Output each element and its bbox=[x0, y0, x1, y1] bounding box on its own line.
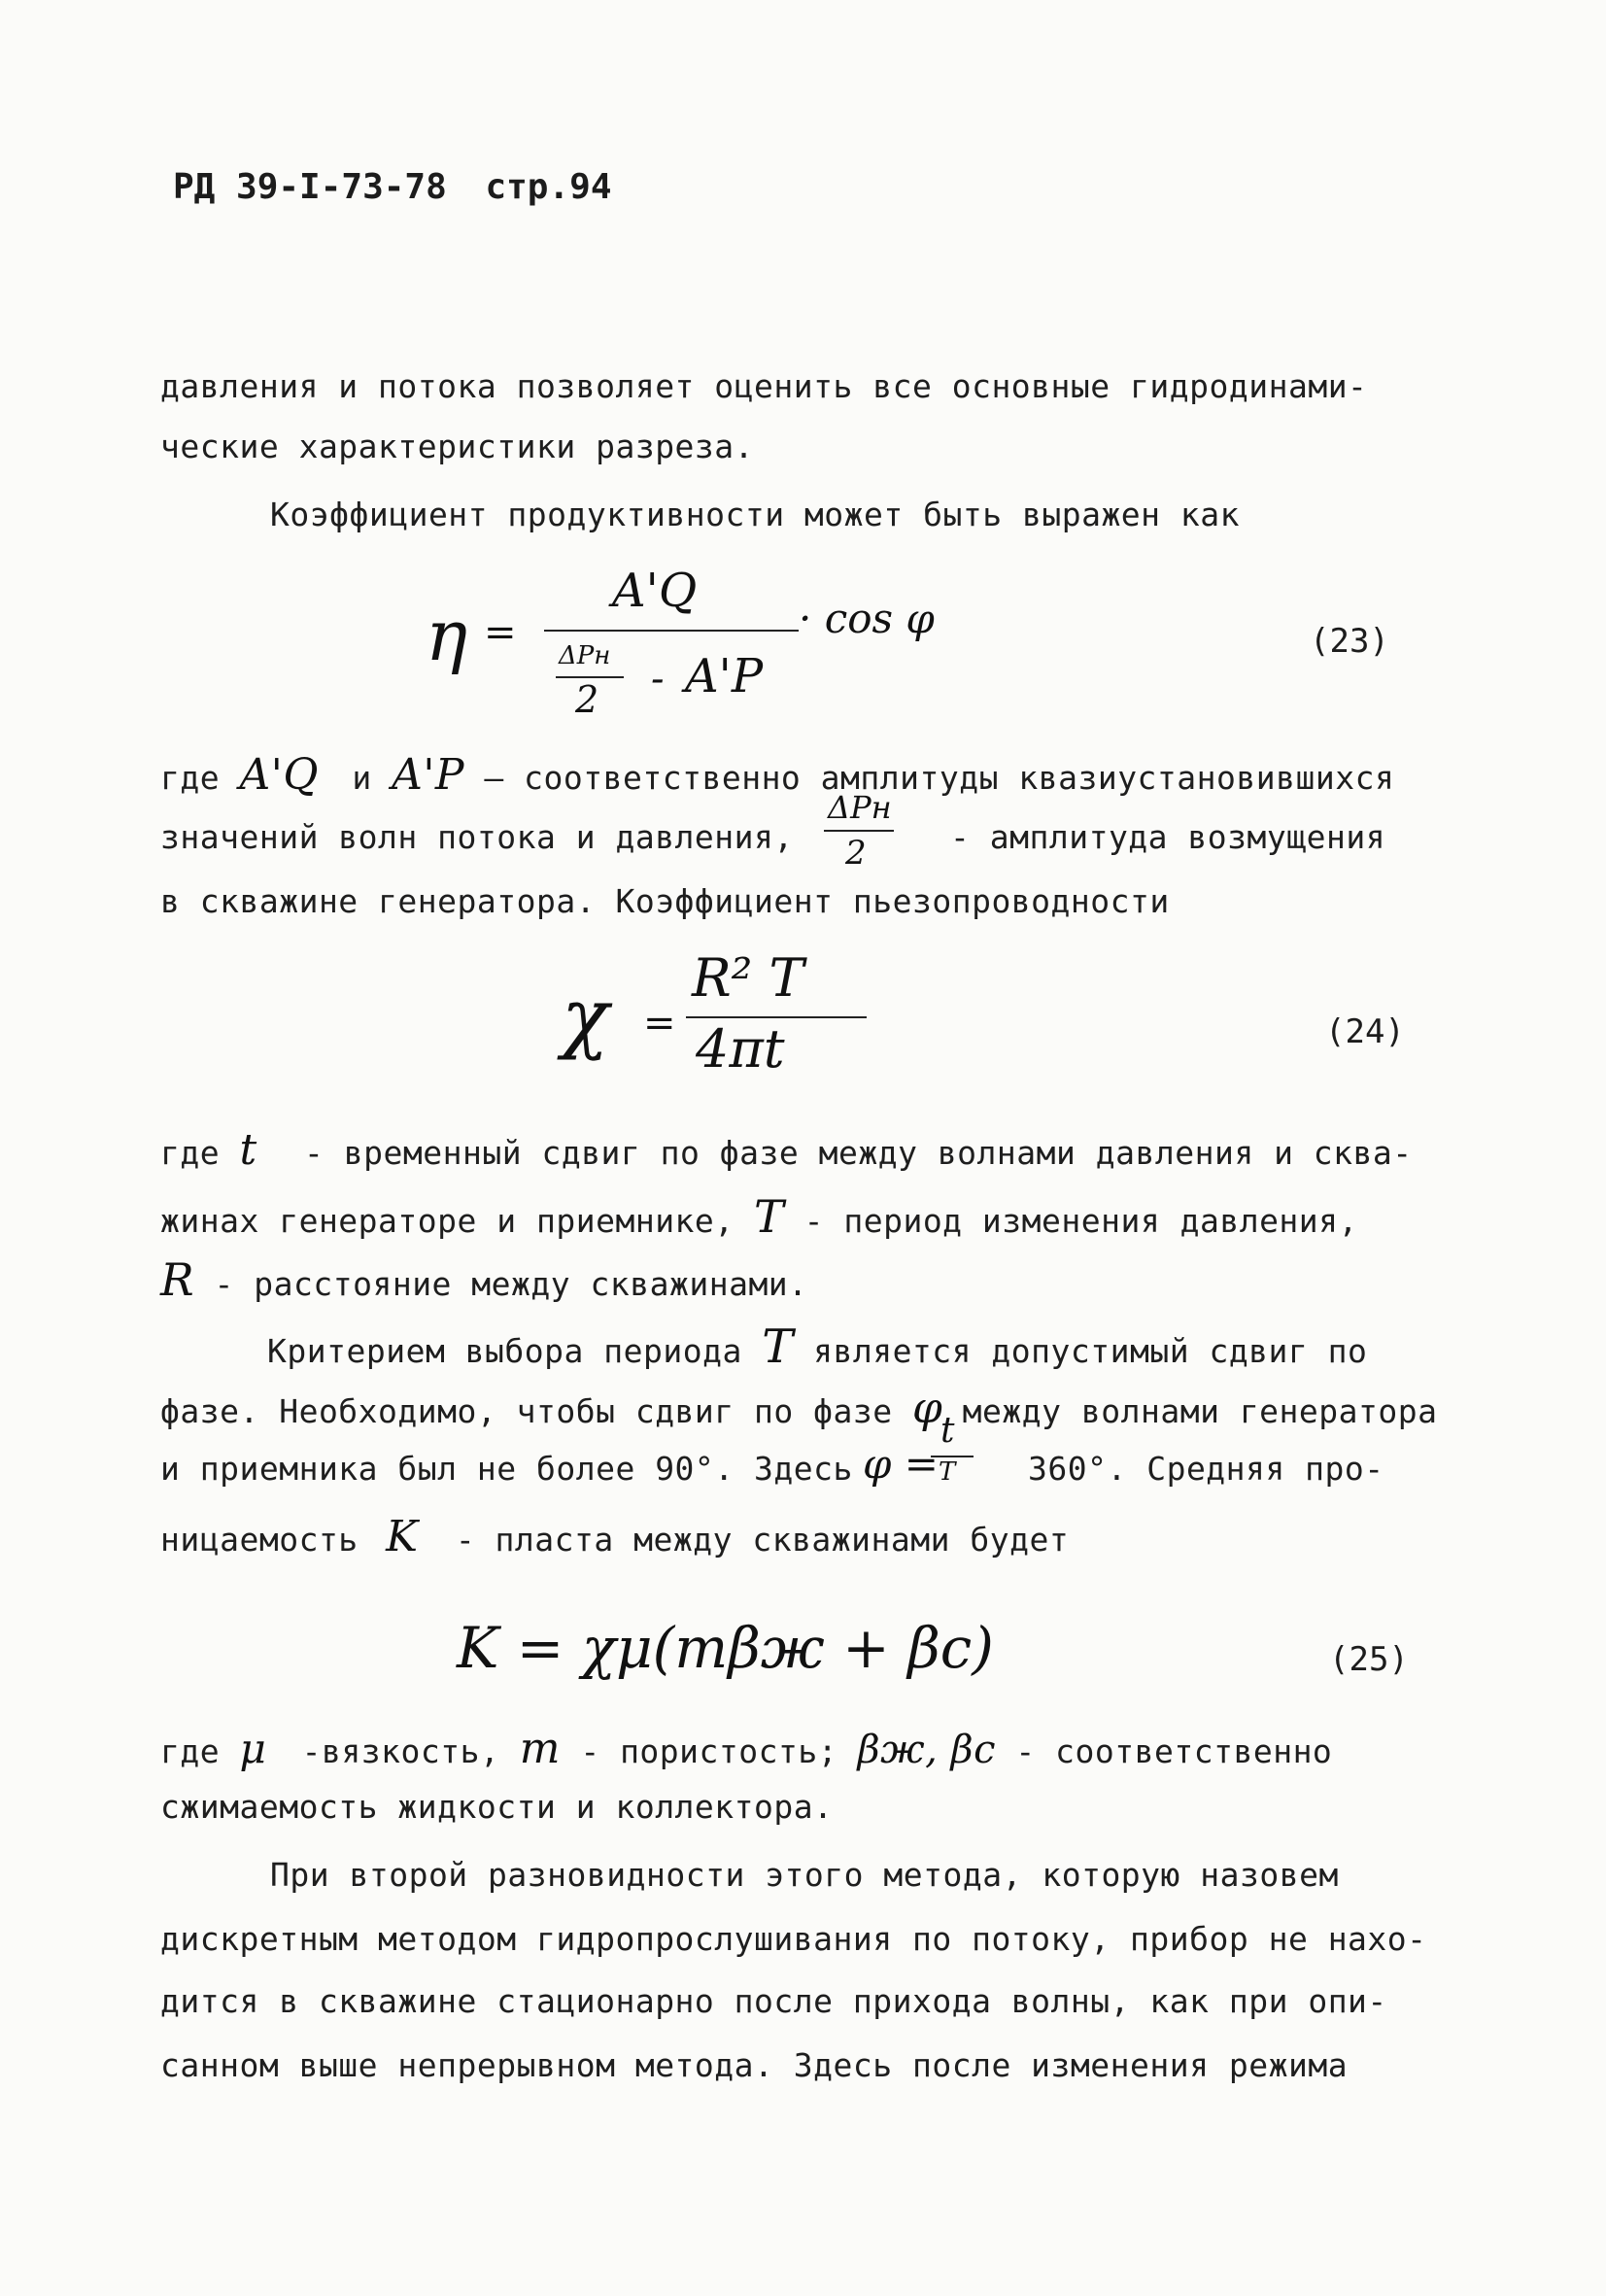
text-span: - расстояние между скважинами. bbox=[214, 1265, 808, 1303]
paragraph3-line4 bbox=[160, 1512, 1069, 1561]
paragraph3-line1 bbox=[267, 1319, 1367, 1374]
text-line: сжимаемость жидкости и коллектора. bbox=[160, 1788, 834, 1826]
explanation-24-line3 bbox=[160, 1253, 808, 1306]
symbol-T: T bbox=[754, 1190, 785, 1243]
symbol-beta: βж, βс bbox=[857, 1728, 997, 1772]
eq23-factor: · cos φ bbox=[799, 595, 935, 642]
eq25-number: (25) bbox=[1329, 1640, 1409, 1679]
eq23-minus: - bbox=[651, 657, 665, 702]
text-line: давления и потока позволяет оценить все основные гидродинами- bbox=[160, 367, 1368, 405]
eq24-number: (24) bbox=[1325, 1012, 1405, 1051]
text-span: - период изменения давления, bbox=[803, 1202, 1358, 1240]
eq24-lhs: χ bbox=[562, 972, 609, 1062]
text-span: - пористость; bbox=[580, 1732, 838, 1770]
explanation-24-line2 bbox=[160, 1190, 1358, 1243]
symbol-phi: φ bbox=[911, 1384, 943, 1433]
eq25-formula: K = χμ(mβж + βс) bbox=[457, 1615, 994, 1681]
text-span: является допустимый сдвиг по bbox=[813, 1332, 1368, 1370]
eq23-equals: = bbox=[484, 610, 517, 655]
text-span: жинах генераторе и приемнике, bbox=[160, 1202, 735, 1240]
symbol-K: K bbox=[386, 1512, 419, 1561]
eq23-sub-denominator: 2 bbox=[575, 678, 599, 721]
doc-code: РД 39-I-73-78 bbox=[173, 167, 447, 207]
symbol-mu: μ bbox=[239, 1725, 267, 1772]
eq23-sub-term: A'P bbox=[685, 649, 764, 703]
symbol-t: t bbox=[239, 1125, 257, 1175]
eq24-equals: = bbox=[643, 1001, 676, 1045]
text-line: - амплитуда возмущения bbox=[950, 818, 1386, 856]
phi-equals: φ = bbox=[863, 1440, 939, 1488]
text-line: в скважине генератора. Коэффициент пьезопроводности bbox=[160, 882, 1170, 920]
symbol-T: T bbox=[762, 1319, 794, 1374]
where-word: где bbox=[160, 759, 221, 797]
eq24-denominator: 4πt bbox=[696, 1018, 785, 1079]
text-span: - пласта между скважинами будет bbox=[455, 1521, 1070, 1559]
inline-frac-den: 2 bbox=[845, 834, 867, 873]
text-line: и приемника был не более 90°. Здесь bbox=[160, 1450, 853, 1488]
text-span: фазе. Необходимо, чтобы сдвиг по фазе bbox=[160, 1392, 893, 1430]
eq23-number: (23) bbox=[1310, 622, 1389, 661]
eq23-sub-numerator: ΔPн bbox=[559, 641, 611, 670]
where-word: где bbox=[160, 1134, 221, 1172]
explanation-25-line1 bbox=[160, 1724, 1332, 1773]
text-span: – соответственно амплитуды квазиустановившихся bbox=[484, 759, 1395, 797]
text-line: ческие характеристики разреза. bbox=[160, 428, 755, 465]
and-word: и bbox=[352, 759, 372, 797]
symbol-R: R bbox=[160, 1253, 195, 1306]
inline-frac-bar bbox=[824, 830, 894, 832]
text-line: При второй разновидности этого метода, которую назовем bbox=[270, 1856, 1339, 1894]
text-span: ницаемость bbox=[160, 1521, 359, 1559]
text-line: дится в скважине стационарно после прихода волны, как при опи- bbox=[160, 1982, 1387, 2020]
text-span: - временный сдвиг по фазе между волнами давления и сква- bbox=[304, 1134, 1413, 1172]
text-line: дискретным методом гидропрослушивания по потоку, прибор не нахо- bbox=[160, 1920, 1427, 1958]
phi-frac-num: t bbox=[940, 1411, 955, 1451]
text-line: санном выше непрерывном метода. Здесь после изменения режима bbox=[160, 2046, 1349, 2084]
text-span: -вязкость, bbox=[301, 1732, 500, 1770]
symbol-ap: A'P bbox=[392, 750, 465, 800]
eq23-lhs: η bbox=[426, 595, 468, 676]
inline-frac-num: ΔPн bbox=[828, 789, 892, 826]
text-span: между волнами генератора bbox=[962, 1392, 1438, 1430]
text-span: Критерием выбора периода bbox=[267, 1332, 742, 1370]
phi-frac-den: T bbox=[939, 1457, 956, 1487]
paragraph3-line2 bbox=[160, 1384, 1438, 1433]
eq23-fraction-bar bbox=[544, 630, 799, 632]
page-ref: стр.94 bbox=[485, 167, 612, 207]
eq24-numerator: R² T bbox=[692, 947, 804, 1009]
explanation-24-line1 bbox=[160, 1125, 1413, 1175]
text-line: 360°. Средняя про- bbox=[1028, 1450, 1384, 1488]
symbol-aq: A'Q bbox=[239, 750, 319, 800]
where-word: где bbox=[160, 1732, 221, 1770]
page-header bbox=[173, 167, 612, 207]
symbol-m: m bbox=[519, 1724, 561, 1773]
text-line: Коэффициент продуктивности может быть выражен как bbox=[270, 496, 1241, 533]
eq23-numerator: A'Q bbox=[612, 564, 698, 618]
text-line: значений волн потока и давления, bbox=[160, 818, 794, 856]
explanation-23-line1 bbox=[160, 750, 1394, 800]
text-span: - соответственно bbox=[1015, 1732, 1333, 1770]
